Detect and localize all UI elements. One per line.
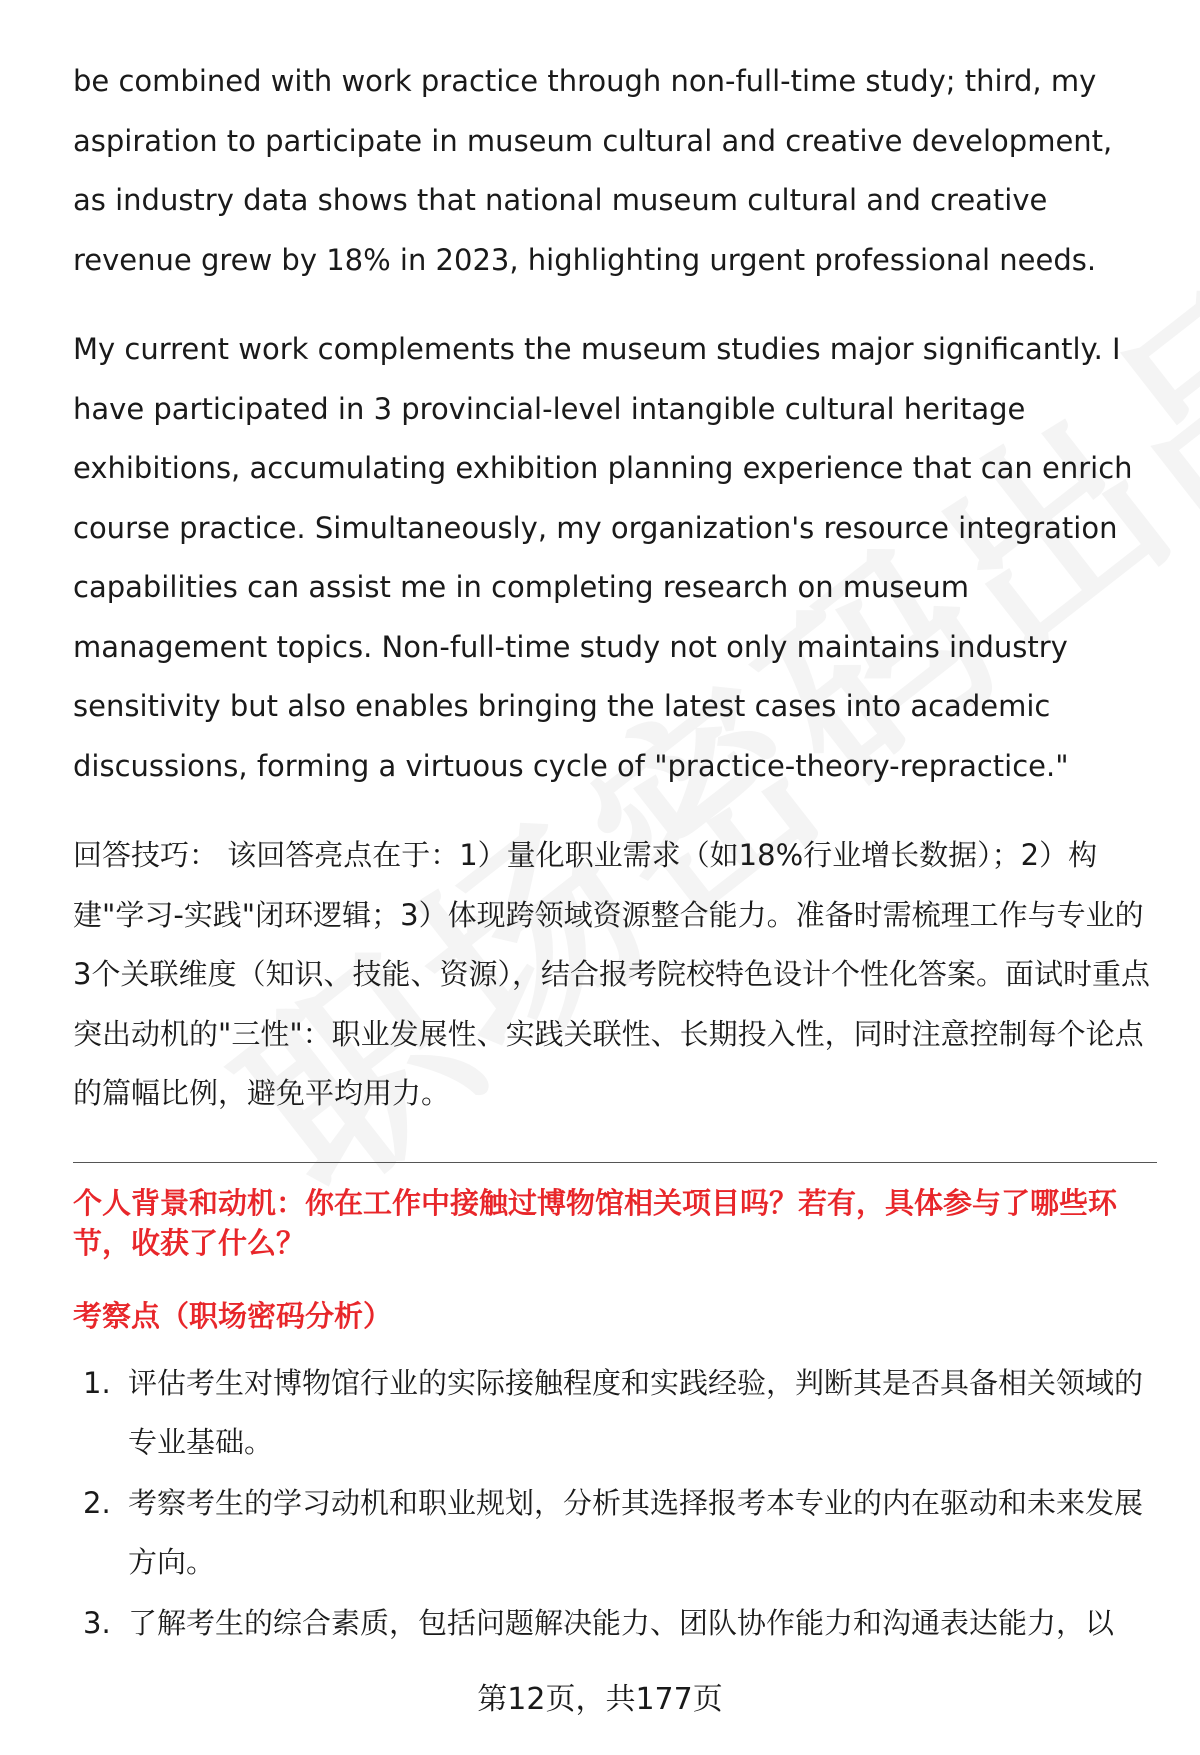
- list-item-number: 3.: [83, 1605, 111, 1640]
- list-item: [73, 1474, 1153, 1593]
- list-item: [73, 1594, 1153, 1654]
- list-item-text: 评估考生对博物馆行业的实际接触程度和实践经验，判断其是否具备相关领域的专业基础。: [128, 1365, 1144, 1459]
- page-content: [73, 52, 1153, 1654]
- analysis-list: [73, 1354, 1153, 1654]
- analysis-heading: 考察点（职场密码分析）: [73, 1298, 393, 1333]
- page-number: 第12页，共177页: [477, 1682, 723, 1717]
- answer-paragraph-2: My current work complements the museum studies major significantly. I have participated in 3 provincial-level intangible cultural heritage exhibitions, accumulating exhibition planning experience that can enrich course practice. Simultaneously, my organization's resource integration capabilities can assist me in completing research on museum management topics. Non-full-time study not only maintains industry sensitivity but also enables bringing the latest cases into academic discussions, forming a virtuous cycle of "practice-theory-repractice.": [73, 332, 1133, 783]
- list-item-number: 2.: [83, 1485, 111, 1520]
- list-item: [73, 1354, 1153, 1473]
- list-item-text: 考察考生的学习动机和职业规划，分析其选择报考本专业的内在驱动和未来发展方向。: [128, 1485, 1144, 1579]
- section-divider: [73, 1162, 1157, 1163]
- question-heading: 个人背景和动机：你在工作中接触过博物馆相关项目吗？若有，具体参与了哪些环节，收获了什么？: [73, 1185, 1118, 1260]
- list-item-number: 1.: [83, 1365, 111, 1400]
- answer-paragraph-1: be combined with work practice through non-full-time study; third, my aspiration to participate in museum cultural and creative development, as industry data shows that national museum cultural and creative revenue grew by 18% in 2023, highlighting urgent professional needs.: [73, 64, 1113, 277]
- list-item-text: 了解考生的综合素质，包括问题解决能力、团队协作能力和沟通表达能力，以: [128, 1605, 1115, 1640]
- answer-tips: 回答技巧： 该回答亮点在于：1）量化职业需求（如18%行业增长数据）；2）构建"学习-实践"闭环逻辑；3）体现跨领域资源整合能力。准备时需梳理工作与专业的3个关联维度（知识、技能、资源），结合报考院校特色设计个性化答案。面试时重点突出动机的"三性"：职业发展性、实践关联性、长期投入性，同时注意控制每个论点的篇幅比例，避免平均用力。: [73, 838, 1150, 1110]
